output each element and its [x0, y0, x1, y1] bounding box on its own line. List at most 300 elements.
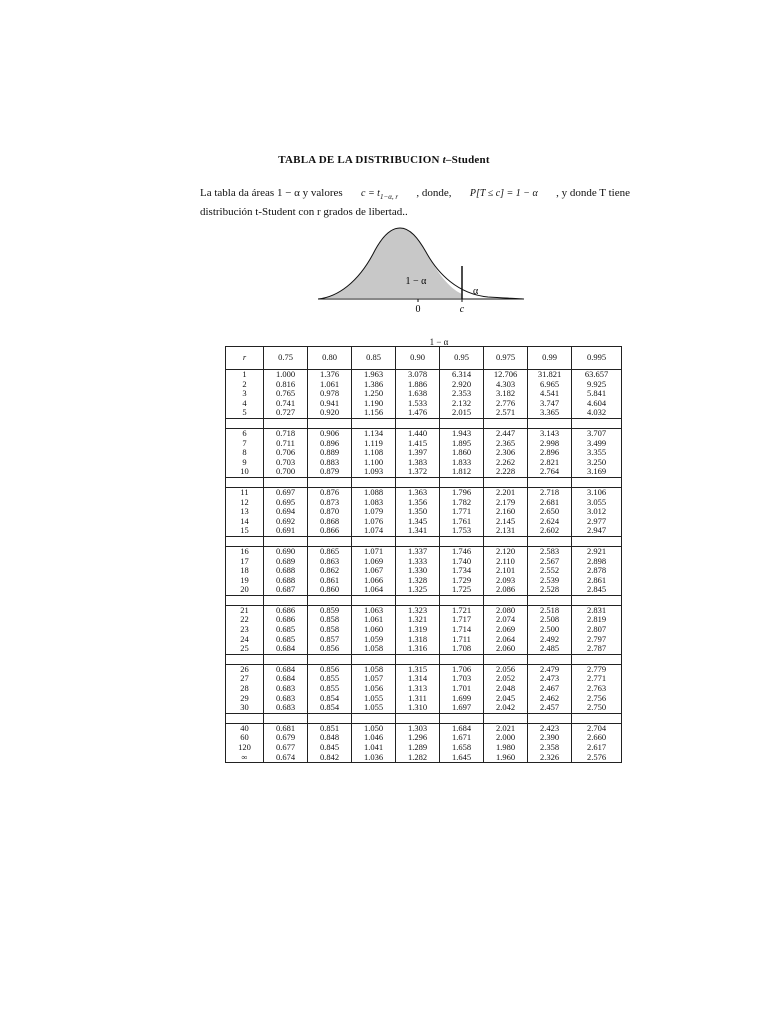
value-cell: 1.476	[396, 408, 440, 418]
value-cell: 0.883	[308, 458, 352, 468]
value-cell: 0.866	[308, 526, 352, 536]
separator-cell	[572, 713, 622, 723]
value-cell: 0.686	[264, 615, 308, 625]
separator-cell	[572, 418, 622, 428]
df-cell: 28	[226, 684, 264, 694]
value-cell: 2.750	[572, 703, 622, 713]
value-cell: 2.457	[528, 703, 572, 713]
value-cell: 1.058	[352, 644, 396, 654]
df-cell: 24	[226, 635, 264, 645]
value-cell: 6.314	[440, 370, 484, 380]
value-cell: 1.325	[396, 585, 440, 595]
value-cell: 2.650	[528, 507, 572, 517]
header-prob: 0.99	[528, 347, 572, 370]
value-cell: 0.854	[308, 694, 352, 704]
value-cell: 0.718	[264, 428, 308, 438]
value-cell: 2.000	[484, 733, 528, 743]
value-cell: 1.000	[264, 370, 308, 380]
value-cell: 1.330	[396, 566, 440, 576]
df-cell: 20	[226, 585, 264, 595]
value-cell: 1.061	[352, 615, 396, 625]
value-cell: 2.920	[440, 380, 484, 390]
table-row	[226, 753, 622, 763]
value-cell: 1.061	[308, 380, 352, 390]
df-cell: 27	[226, 674, 264, 684]
title-suffix: –Student	[445, 154, 490, 166]
value-cell: 1.050	[352, 723, 396, 733]
intro-paragraph	[200, 186, 630, 220]
formula-p: P[T ≤ c] = 1 − α	[469, 188, 538, 199]
value-cell: 2.228	[484, 467, 528, 477]
value-cell: 1.943	[440, 428, 484, 438]
value-cell: 0.842	[308, 753, 352, 763]
area-label: 1 − α	[405, 276, 427, 287]
value-cell: 1.658	[440, 743, 484, 753]
value-cell: 2.358	[528, 743, 572, 753]
value-cell: 2.776	[484, 399, 528, 409]
value-cell: 1.310	[396, 703, 440, 713]
value-cell: 1.725	[440, 585, 484, 595]
value-cell: 2.326	[528, 753, 572, 763]
value-cell: 0.816	[264, 380, 308, 390]
value-cell: 2.467	[528, 684, 572, 694]
value-cell: 2.921	[572, 546, 622, 556]
value-cell: 1.701	[440, 684, 484, 694]
value-cell: 1.341	[396, 526, 440, 536]
value-cell: 2.179	[484, 498, 528, 508]
value-cell: 3.012	[572, 507, 622, 517]
group-separator	[226, 595, 622, 605]
value-cell: 1.761	[440, 517, 484, 527]
value-cell: 2.681	[528, 498, 572, 508]
title-text: TABLA DE LA DISTRIBUCION	[278, 154, 443, 166]
value-cell: 2.064	[484, 635, 528, 645]
header-prob: 0.975	[484, 347, 528, 370]
separator-cell	[226, 654, 264, 664]
value-cell: 1.699	[440, 694, 484, 704]
table-row	[226, 546, 622, 556]
df-cell: 3	[226, 389, 264, 399]
value-cell: 2.528	[528, 585, 572, 595]
value-cell: 0.873	[308, 498, 352, 508]
df-cell: 7	[226, 439, 264, 449]
intro-text-b: , donde,	[416, 187, 452, 199]
value-cell: 2.492	[528, 635, 572, 645]
value-cell: 1.303	[396, 723, 440, 733]
value-cell: 3.143	[528, 428, 572, 438]
group-separator	[226, 654, 622, 664]
value-cell: 2.539	[528, 576, 572, 586]
value-cell: 0.855	[308, 684, 352, 694]
value-cell: 3.747	[528, 399, 572, 409]
value-cell: 2.110	[484, 557, 528, 567]
value-cell: 0.920	[308, 408, 352, 418]
value-cell: 2.718	[528, 487, 572, 497]
value-cell: 2.060	[484, 644, 528, 654]
separator-cell	[226, 536, 264, 546]
value-cell: 0.862	[308, 566, 352, 576]
value-cell: 1.055	[352, 703, 396, 713]
df-cell: 14	[226, 517, 264, 527]
value-cell: 0.686	[264, 605, 308, 615]
value-cell: 0.695	[264, 498, 308, 508]
df-cell: 30	[226, 703, 264, 713]
value-cell: 0.896	[308, 439, 352, 449]
c-label: c	[459, 304, 465, 315]
header-prob: 0.85	[352, 347, 396, 370]
value-cell: 1.190	[352, 399, 396, 409]
separator-cell	[352, 654, 396, 664]
separator-cell	[264, 418, 308, 428]
value-cell: 2.947	[572, 526, 622, 536]
value-cell: 2.977	[572, 517, 622, 527]
value-cell: 0.689	[264, 557, 308, 567]
separator-cell	[572, 654, 622, 664]
value-cell: 3.355	[572, 448, 622, 458]
value-cell: 1.734	[440, 566, 484, 576]
value-cell: 0.856	[308, 664, 352, 674]
value-cell: 0.876	[308, 487, 352, 497]
value-cell: 63.657	[572, 370, 622, 380]
value-cell: 2.819	[572, 615, 622, 625]
value-cell: 1.671	[440, 733, 484, 743]
value-cell: 1.711	[440, 635, 484, 645]
separator-cell	[352, 477, 396, 487]
value-cell: 0.879	[308, 467, 352, 477]
value-cell: 2.508	[528, 615, 572, 625]
value-cell: 0.685	[264, 625, 308, 635]
value-cell: 1.316	[396, 644, 440, 654]
value-cell: 1.440	[396, 428, 440, 438]
value-cell: 0.865	[308, 546, 352, 556]
separator-cell	[528, 418, 572, 428]
value-cell: 1.036	[352, 753, 396, 763]
value-cell: 0.688	[264, 566, 308, 576]
value-cell: 1.356	[396, 498, 440, 508]
value-cell: 1.064	[352, 585, 396, 595]
separator-cell	[308, 654, 352, 664]
separator-cell	[528, 595, 572, 605]
value-cell: 1.323	[396, 605, 440, 615]
df-cell: 1	[226, 370, 264, 380]
value-cell: 1.886	[396, 380, 440, 390]
separator-cell	[440, 713, 484, 723]
value-cell: 1.069	[352, 557, 396, 567]
separator-cell	[440, 536, 484, 546]
table-row	[226, 585, 622, 595]
value-cell: 2.045	[484, 694, 528, 704]
value-cell: 1.093	[352, 467, 396, 477]
value-cell: 1.372	[396, 467, 440, 477]
value-cell: 3.182	[484, 389, 528, 399]
value-cell: 1.083	[352, 498, 396, 508]
value-cell: 1.717	[440, 615, 484, 625]
shaded-area	[322, 228, 462, 298]
value-cell: 1.860	[440, 448, 484, 458]
value-cell: 1.046	[352, 733, 396, 743]
df-cell: 2	[226, 380, 264, 390]
separator-cell	[484, 418, 528, 428]
df-cell: 60	[226, 733, 264, 743]
value-cell: 0.687	[264, 585, 308, 595]
value-cell: 2.500	[528, 625, 572, 635]
value-cell: 2.617	[572, 743, 622, 753]
separator-cell	[396, 654, 440, 664]
value-cell: 0.697	[264, 487, 308, 497]
separator-cell	[440, 418, 484, 428]
value-cell: 1.318	[396, 635, 440, 645]
value-cell: 1.782	[440, 498, 484, 508]
value-cell: 0.703	[264, 458, 308, 468]
value-cell: 1.311	[396, 694, 440, 704]
formula-c: $c = t_{1-\alpha, r}$	[361, 188, 399, 201]
value-cell: 1.076	[352, 517, 396, 527]
value-cell: 1.376	[308, 370, 352, 380]
separator-cell	[528, 477, 572, 487]
separator-cell	[264, 595, 308, 605]
table-row	[226, 644, 622, 654]
value-cell: 0.741	[264, 399, 308, 409]
separator-cell	[264, 477, 308, 487]
separator-cell	[528, 536, 572, 546]
value-cell: 1.684	[440, 723, 484, 733]
value-cell: 0.858	[308, 615, 352, 625]
value-cell: 3.106	[572, 487, 622, 497]
value-cell: 1.071	[352, 546, 396, 556]
separator-cell	[484, 536, 528, 546]
value-cell: 0.690	[264, 546, 308, 556]
value-cell: 0.684	[264, 644, 308, 654]
value-cell: 1.058	[352, 664, 396, 674]
value-cell: 1.282	[396, 753, 440, 763]
value-cell: 1.363	[396, 487, 440, 497]
value-cell: 1.074	[352, 526, 396, 536]
df-cell: 6	[226, 428, 264, 438]
header-prob: 0.995	[572, 347, 622, 370]
value-cell: 1.350	[396, 507, 440, 517]
value-cell: 1.345	[396, 517, 440, 527]
value-cell: 1.963	[352, 370, 396, 380]
value-cell: 1.289	[396, 743, 440, 753]
value-cell: 1.721	[440, 605, 484, 615]
separator-cell	[484, 654, 528, 664]
value-cell: 1.638	[396, 389, 440, 399]
value-cell: 1.980	[484, 743, 528, 753]
value-cell: 0.868	[308, 517, 352, 527]
value-cell: 1.771	[440, 507, 484, 517]
value-cell: 0.861	[308, 576, 352, 586]
separator-cell	[396, 713, 440, 723]
value-cell: 2.764	[528, 467, 572, 477]
value-cell: 2.086	[484, 585, 528, 595]
df-cell: ∞	[226, 753, 264, 763]
value-cell: 1.812	[440, 467, 484, 477]
header-prob: 0.90	[396, 347, 440, 370]
df-cell: 13	[226, 507, 264, 517]
value-cell: 1.250	[352, 389, 396, 399]
value-cell: 1.415	[396, 439, 440, 449]
value-cell: 1.706	[440, 664, 484, 674]
separator-cell	[226, 418, 264, 428]
df-cell: 11	[226, 487, 264, 497]
value-cell: 3.499	[572, 439, 622, 449]
df-cell: 8	[226, 448, 264, 458]
separator-cell	[440, 477, 484, 487]
value-cell: 1.100	[352, 458, 396, 468]
separator-cell	[396, 536, 440, 546]
value-cell: 1.156	[352, 408, 396, 418]
value-cell: 2.552	[528, 566, 572, 576]
value-cell: 4.541	[528, 389, 572, 399]
value-cell: 1.055	[352, 694, 396, 704]
t-student-table	[225, 346, 622, 763]
value-cell: 2.998	[528, 439, 572, 449]
normal-curve-figure	[318, 220, 530, 320]
group-separator	[226, 418, 622, 428]
value-cell: 0.683	[264, 703, 308, 713]
value-cell: 2.074	[484, 615, 528, 625]
value-cell: 1.703	[440, 674, 484, 684]
value-cell: 2.896	[528, 448, 572, 458]
separator-cell	[264, 536, 308, 546]
separator-cell	[572, 536, 622, 546]
table-header-row	[226, 347, 622, 370]
value-cell: 0.860	[308, 585, 352, 595]
separator-cell	[484, 477, 528, 487]
value-cell: 0.855	[308, 674, 352, 684]
value-cell: 2.602	[528, 526, 572, 536]
value-cell: 1.321	[396, 615, 440, 625]
separator-cell	[264, 654, 308, 664]
value-cell: 2.624	[528, 517, 572, 527]
value-cell: 0.857	[308, 635, 352, 645]
value-cell: 0.727	[264, 408, 308, 418]
value-cell: 2.898	[572, 557, 622, 567]
value-cell: 1.056	[352, 684, 396, 694]
value-cell: 3.250	[572, 458, 622, 468]
df-cell: 15	[226, 526, 264, 536]
value-cell: 1.088	[352, 487, 396, 497]
value-cell: 2.353	[440, 389, 484, 399]
header-prob: 0.80	[308, 347, 352, 370]
alpha-label: α	[473, 286, 479, 297]
value-cell: 1.796	[440, 487, 484, 497]
df-cell: 16	[226, 546, 264, 556]
value-cell: 3.365	[528, 408, 572, 418]
df-cell: 23	[226, 625, 264, 635]
value-cell: 0.941	[308, 399, 352, 409]
separator-cell	[440, 654, 484, 664]
value-cell: 4.604	[572, 399, 622, 409]
separator-cell	[484, 713, 528, 723]
value-cell: 0.681	[264, 723, 308, 733]
value-cell: 0.691	[264, 526, 308, 536]
value-cell: 3.707	[572, 428, 622, 438]
value-cell: 2.101	[484, 566, 528, 576]
separator-cell	[396, 418, 440, 428]
table-row	[226, 703, 622, 713]
header-prob: 0.75	[264, 347, 308, 370]
value-cell: 1.333	[396, 557, 440, 567]
separator-cell	[440, 595, 484, 605]
value-cell: 2.567	[528, 557, 572, 567]
value-cell: 2.306	[484, 448, 528, 458]
value-cell: 0.677	[264, 743, 308, 753]
value-cell: 2.365	[484, 439, 528, 449]
separator-cell	[484, 595, 528, 605]
value-cell: 0.765	[264, 389, 308, 399]
df-cell: 29	[226, 694, 264, 704]
value-cell: 1.066	[352, 576, 396, 586]
intro-text-c: , y donde T tiene	[556, 187, 630, 199]
value-cell: 3.169	[572, 467, 622, 477]
value-cell: 5.841	[572, 389, 622, 399]
df-cell: 40	[226, 723, 264, 733]
df-cell: 120	[226, 743, 264, 753]
value-cell: 0.706	[264, 448, 308, 458]
value-cell: 0.679	[264, 733, 308, 743]
value-cell: 0.863	[308, 557, 352, 567]
value-cell: 1.063	[352, 605, 396, 615]
table-row	[226, 408, 622, 418]
value-cell: 4.303	[484, 380, 528, 390]
value-cell: 1.059	[352, 635, 396, 645]
value-cell: 2.015	[440, 408, 484, 418]
value-cell: 4.032	[572, 408, 622, 418]
value-cell: 2.462	[528, 694, 572, 704]
separator-cell	[226, 477, 264, 487]
value-cell: 1.753	[440, 526, 484, 536]
value-cell: 2.704	[572, 723, 622, 733]
value-cell: 1.313	[396, 684, 440, 694]
value-cell: 12.706	[484, 370, 528, 380]
value-cell: 1.067	[352, 566, 396, 576]
value-cell: 0.688	[264, 576, 308, 586]
value-cell: 2.485	[528, 644, 572, 654]
value-cell: 2.447	[484, 428, 528, 438]
value-cell: 1.833	[440, 458, 484, 468]
value-cell: 2.132	[440, 399, 484, 409]
value-cell: 2.473	[528, 674, 572, 684]
value-cell: 2.797	[572, 635, 622, 645]
value-cell: 2.807	[572, 625, 622, 635]
separator-cell	[528, 713, 572, 723]
separator-cell	[264, 713, 308, 723]
separator-cell	[226, 713, 264, 723]
value-cell: 1.708	[440, 644, 484, 654]
header-r: r	[226, 347, 264, 370]
value-cell: 2.576	[572, 753, 622, 763]
value-cell: 6.965	[528, 380, 572, 390]
value-cell: 0.692	[264, 517, 308, 527]
table-row	[226, 526, 622, 536]
value-cell: 2.571	[484, 408, 528, 418]
separator-cell	[308, 418, 352, 428]
zero-label: 0	[415, 304, 421, 315]
value-cell: 0.694	[264, 507, 308, 517]
separator-cell	[572, 477, 622, 487]
value-cell: 2.479	[528, 664, 572, 674]
value-cell: 1.328	[396, 576, 440, 586]
value-cell: 0.685	[264, 635, 308, 645]
header-prob: 0.95	[440, 347, 484, 370]
group-separator	[226, 477, 622, 487]
value-cell: 0.978	[308, 389, 352, 399]
value-cell: 1.119	[352, 439, 396, 449]
value-cell: 2.131	[484, 526, 528, 536]
value-cell: 1.108	[352, 448, 396, 458]
value-cell: 0.854	[308, 703, 352, 713]
